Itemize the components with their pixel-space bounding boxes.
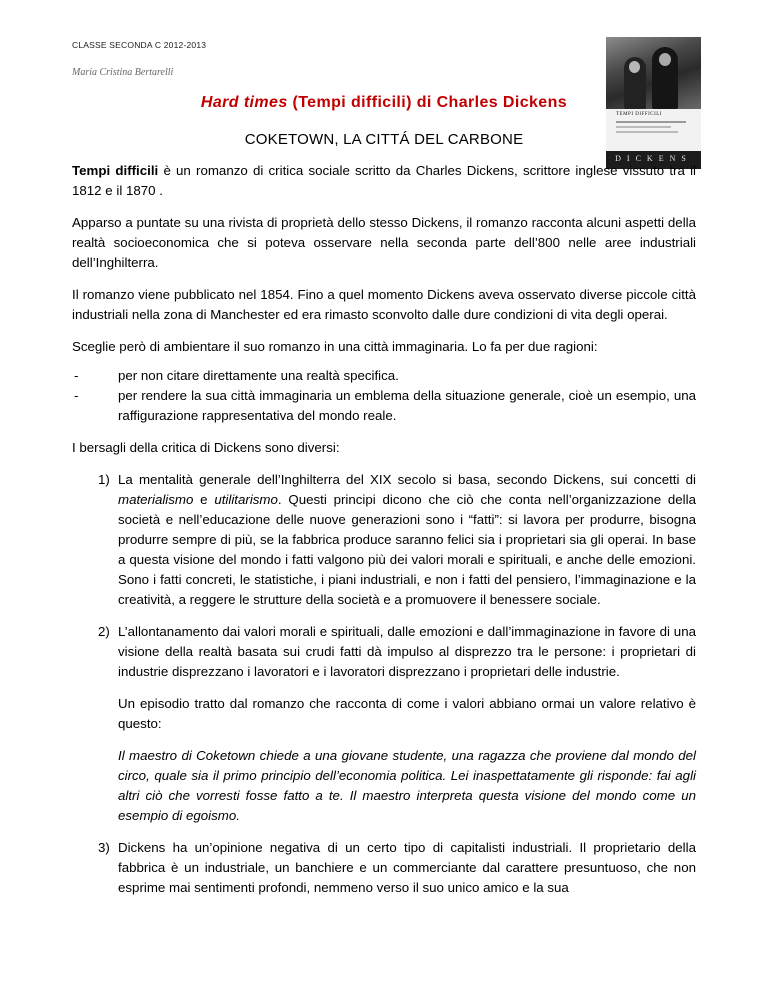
title-rest: (Tempi difficili) di Charles Dickens	[287, 94, 568, 111]
paragraph-reasons: Sceglie però di ambientare il suo romanzo in una città immaginaria. Lo fa per due ragioni:	[72, 339, 598, 354]
list-item: 3) Dickens ha un’opinione negativa di un certo tipo di capitalisti industriali. Il proprietario della fabbrica è un industriale, un banchiere e un commerciante dal carattere presuntuoso, che non esprime mai sentimenti profondi, nemmeno verso il suo unico amico e la sua	[98, 840, 696, 895]
critique-list	[72, 470, 696, 898]
episode-intro: Un episodio tratto dal romanzo che racconta di come i valori abbiano ormai un valore relativo è questo:	[118, 696, 696, 731]
paragraph-publication: Apparso a puntate su una rivista di proprietà dello stesso Dickens, il romanzo racconta alcuni aspetti della realtà socioeconomica che si poteva osservare nella seconda parte dell’800 nelle aree industriali dell’Inghilterra.	[72, 215, 696, 270]
reasons-list	[72, 366, 696, 426]
document-subtitle: COKETOWN, LA CITTÁ DEL CARBONE	[244, 131, 524, 148]
author-name: Maria Cristina Bertarelli	[72, 67, 174, 78]
cover-title: TEMPI DIFFICILI	[616, 112, 662, 117]
class-year-header: CLASSE SECONDA C 2012-2013	[72, 40, 207, 50]
paragraph-targets: I bersagli della critica di Dickens sono diversi:	[72, 440, 340, 455]
document-body	[72, 161, 696, 910]
list-item: 2) L’allontanamento dai valori morali e spirituali, dalle emozioni e dall’immaginazione in favore di una visione della realtà basata sui crudi fatti dà impulso al disprezzo tra le persone: i proprietari di industrie disprezzano i lavoratori e i lavoratori disprezzano i proprietari delle industrie. Un episodio tratto dal romanzo che racconta di come i valori abbiano ormai un valore relativo è questo: Il maestro di Coketown chiede a una giovane studente, una ragazza che proviene dal mondo del circo, quale sia il primo principio dell’economia politica. Lei inaspettatamente gli risponde: fai agli altri ciò che vorresti fosse fatto a te. Il maestro interpreta questa visione del mondo come un esempio di egoismo.	[72, 622, 696, 826]
paragraph-manchester: Il romanzo viene pubblicato nel 1854. Fino a quel momento Dickens aveva osservato diverse piccole città industriali nella zona di Manchester ed era rimasto sconvolto dalle dure condizioni di vita degli operai.	[72, 287, 696, 322]
list-item: - per non citare direttamente una realtà specifica.	[74, 368, 399, 383]
paragraph-intro: Tempi difficili è un romanzo di critica sociale scritto da Charles Dickens, scrittore inglese vissuto tra il 1812 e il 1870 .	[72, 163, 696, 198]
title-italic: Hard times	[200, 94, 288, 111]
cover-brand: DICKENS	[615, 154, 692, 163]
document-title	[0, 94, 768, 112]
episode-quote: Il maestro di Coketown chiede a una giovane studente, una ragazza che proviene dal mondo del circo, quale sia il primo principio dell’economia politica. Lei inaspettatamente gli risponde: fai agli altri ciò che vorresti fosse fatto a te. Il maestro interpreta questa visione del mondo come un esempio di egoismo.	[118, 748, 696, 823]
book-title-bold: Tempi difficili	[72, 163, 159, 178]
list-item: 1) La mentalità generale dell’Inghilterra del XIX secolo si basa, secondo Dickens, sui concetti di materialismo e utilitarismo. Questi principi dicono che ciò che conta nell’organizzazione della società e nell’educazione delle nuove generazioni sono i “fatti”: si lavora per produrre, bisogna produrre sempre di più, se la fabbrica produce saranno felici sia i proprietari sia gli operai. In base a questa visione del mondo i fatti valgono più dei valori morali e spirituali, e anche delle emozioni. Sono i fatti concreti, le statistiche, i piani industriali, e non i fatti del pensiero, l’immaginazione e la creatività, a reggere le strutture della società e a promuovere il benessere sociale.	[98, 472, 696, 607]
list-item: - per rendere la sua città immaginaria un emblema della situazione generale, cioè un esempio, una raffigurazione rappresentativa del mondo reale.	[74, 388, 696, 423]
